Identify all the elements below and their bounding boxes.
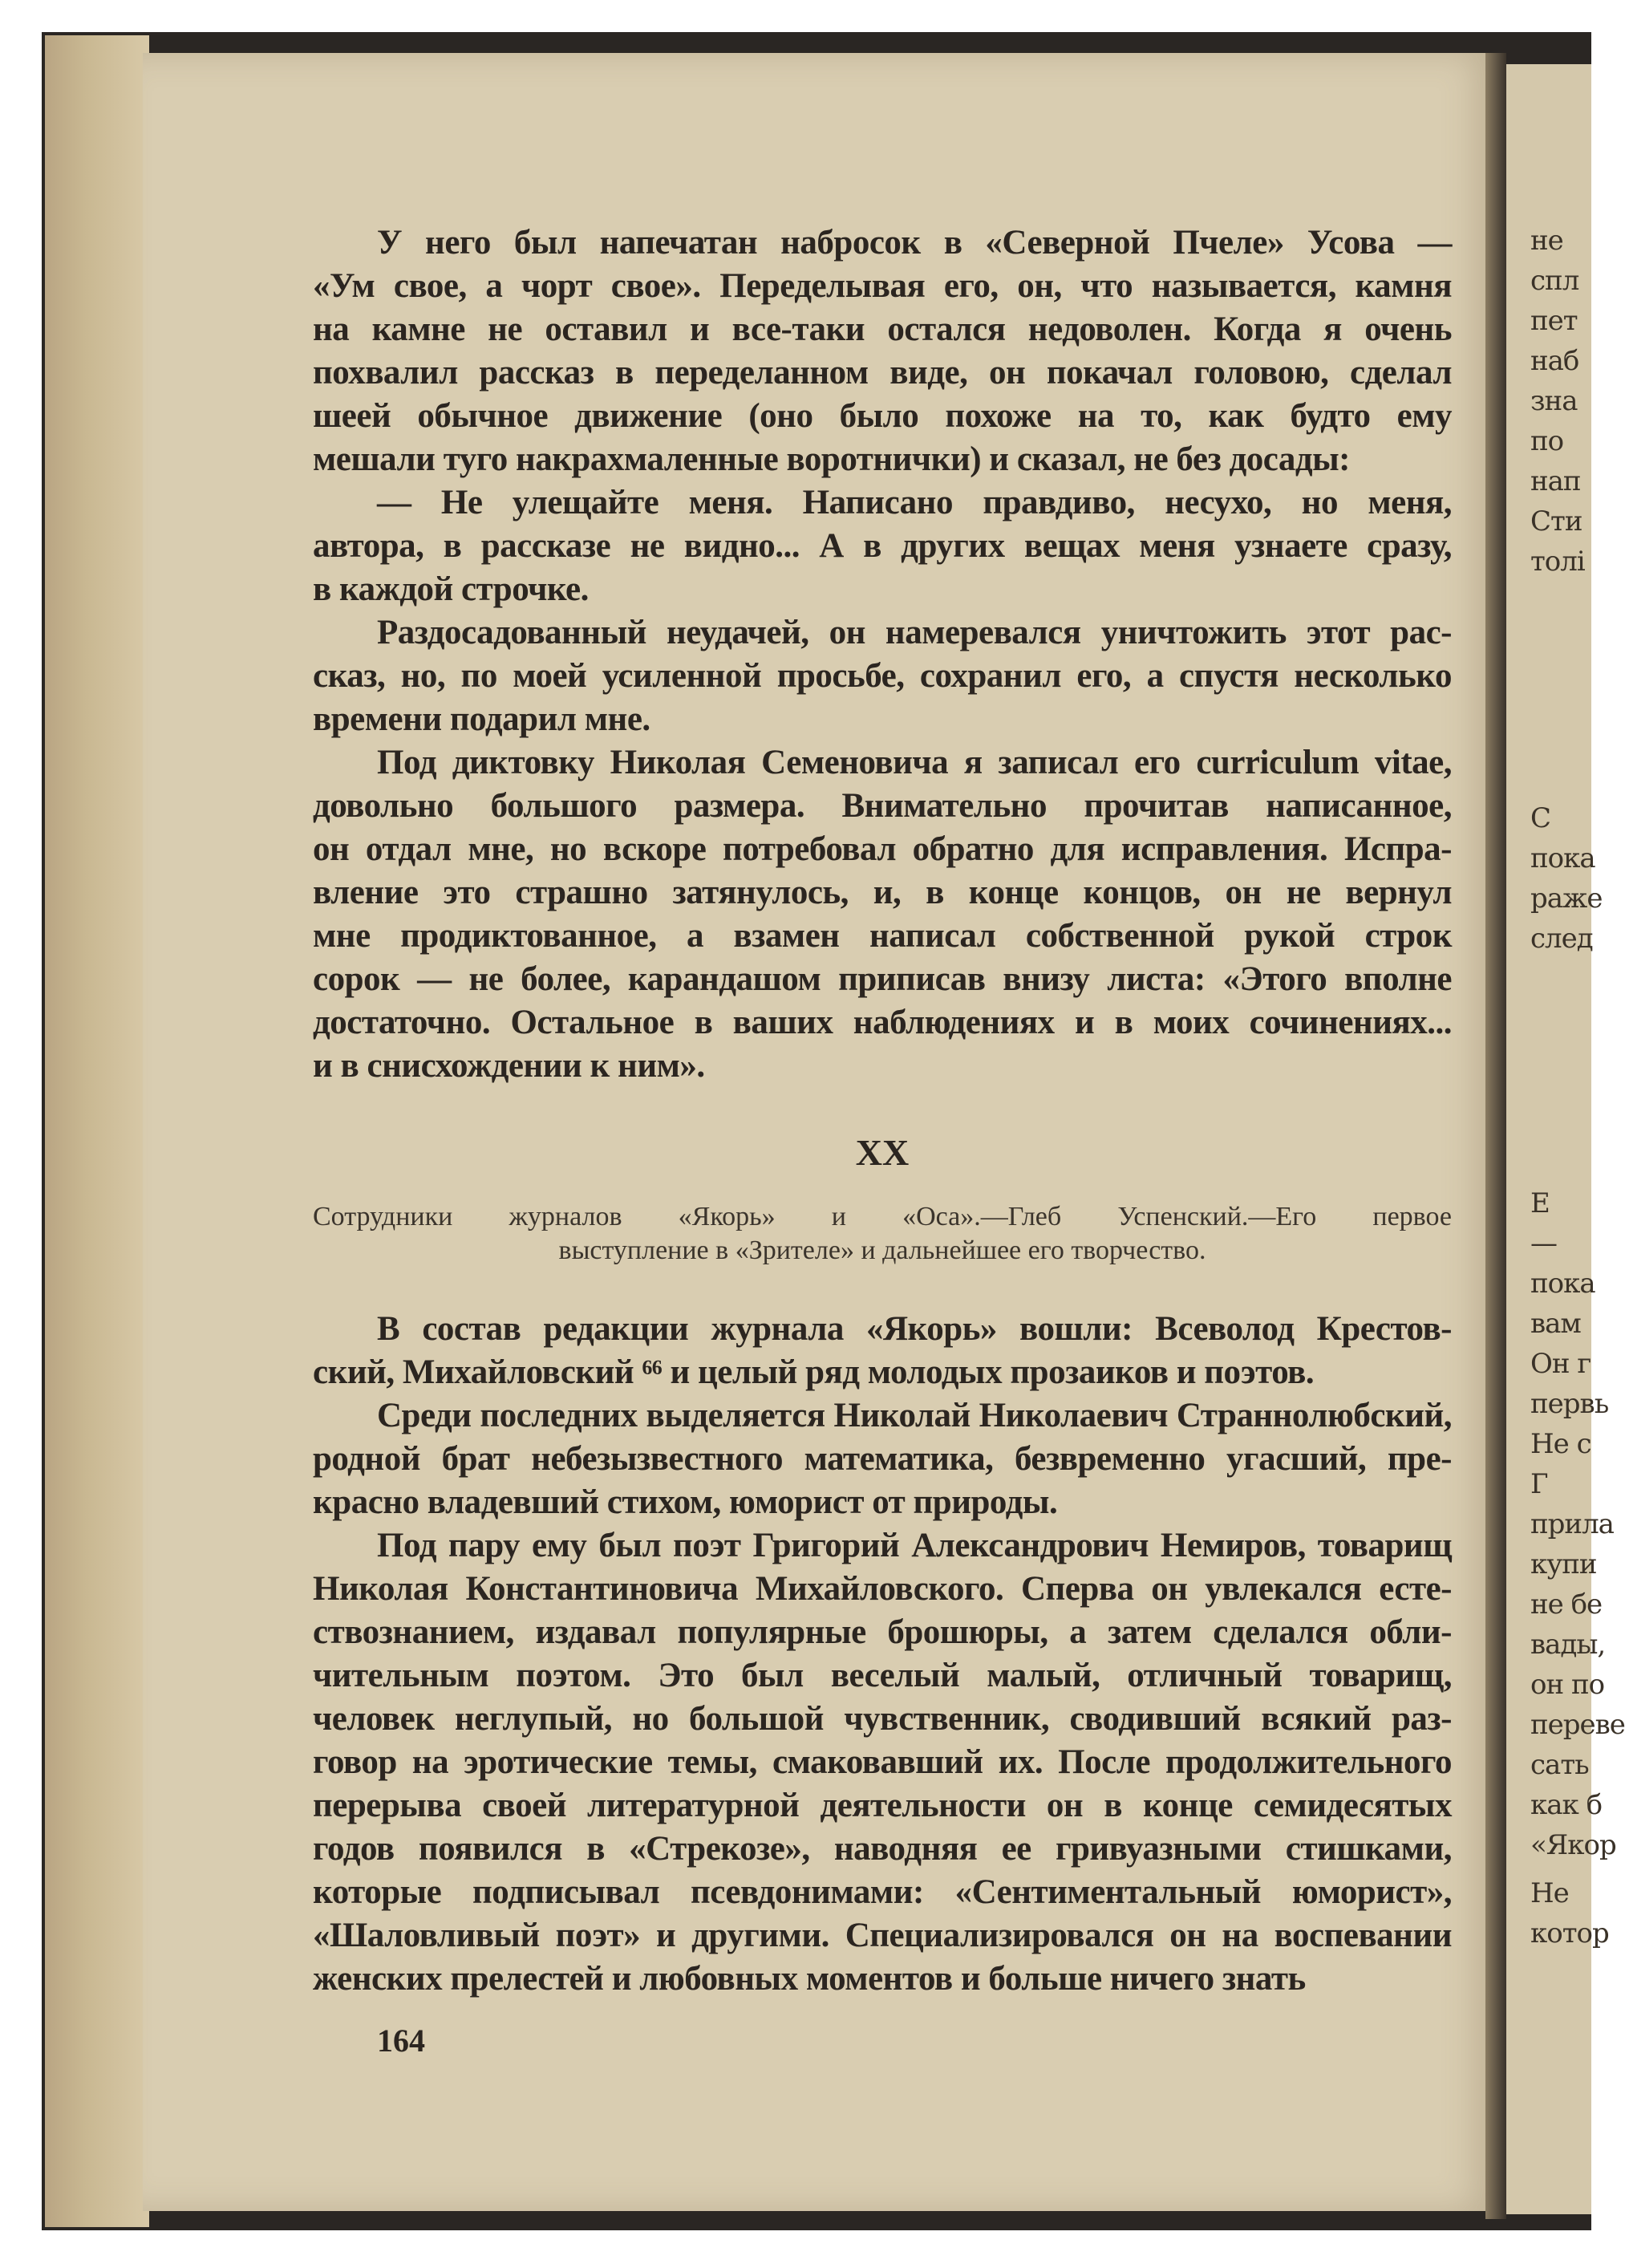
right-page-fragment: след xyxy=(1530,923,1593,955)
text-line: В состав редакции журнала «Якорь» вошли: Всеволод Крестов- xyxy=(377,1310,1452,1348)
right-page-fragment: Сти xyxy=(1530,505,1582,538)
text-line: «Шаловливый поэт» и другими. Специализировался он на воспевании xyxy=(313,1917,1452,1954)
text-line: сказ, но, по моей усиленной просьбе, сохранил его, а спустя несколько xyxy=(313,657,1452,695)
text-line: мне продиктованное, а взамен написал собственной рукой строк xyxy=(313,917,1452,955)
text-line: вление это страшно затянулось, и, в конце концов, он не вернул xyxy=(313,874,1452,911)
right-page-fragment: спл xyxy=(1530,265,1579,297)
main-text-bottom xyxy=(313,1308,1452,2001)
text-line: родной брат небезызвестного математика, безвременно угасший, пре- xyxy=(313,1440,1452,1478)
summary-line: Сотрудники журналов «Якорь» и «Оса».—Глеб Успенский.—Его первое xyxy=(313,1202,1452,1231)
text-line: чительным поэтом. Это был веселый малый, отличный товарищ, xyxy=(313,1657,1452,1694)
text-line: мешали туго накрахмаленные воротнички) и сказал, не без досады: xyxy=(313,440,1350,478)
text-line: которые подписывал псевдонимами: «Сентиментальный юморист», xyxy=(313,1873,1452,1911)
text-line: автора, в рассказе не видно... А в других вещах меня узнаете сразу, xyxy=(313,527,1452,565)
text-line: У него был напечатан набросок в «Северной Пчеле» Усова — xyxy=(377,224,1452,262)
right-page-fragment: пока xyxy=(1530,842,1595,874)
book-page-edges xyxy=(45,35,149,2227)
right-page-fragment: купи xyxy=(1530,1548,1597,1580)
text-line: он отдал мне, но вскоре потребовал обратно для исправления. Испра- xyxy=(313,830,1452,868)
chapter-number: XX xyxy=(855,1132,910,1173)
text-line: Николая Константиновича Михайловского. Сперва он увлекался есте- xyxy=(313,1570,1452,1608)
right-page-fragment: не xyxy=(1530,225,1563,257)
chapter-summary xyxy=(313,1200,1452,1268)
right-page-fragment: вам xyxy=(1530,1308,1581,1340)
right-page-fragment: нап xyxy=(1530,465,1581,497)
text-line: Под диктовку Николая Семеновича я записал его curriculum vitae, xyxy=(377,744,1452,781)
text-line: человек неглупый, но большой чувственник, сводивший всякий раз- xyxy=(313,1700,1452,1738)
right-page-fragment: Не xyxy=(1530,1877,1569,1909)
text-line: сорок — не более, карандашом приписав внизу листа: «Этого вполне xyxy=(313,960,1452,998)
right-page-fragment: пет xyxy=(1530,305,1578,337)
text-line: Раздосадованный неудачей, он намеревался уничтожить этот рас- xyxy=(377,614,1452,651)
text-line: и в снисхождении к ним». xyxy=(313,1047,705,1085)
text-line: на камне не оставил и все-таки остался недоволен. Когда я очень xyxy=(313,310,1452,348)
right-page-fragment: пока xyxy=(1530,1268,1595,1300)
text-line: достаточно. Остальное в ваших наблюдениях и в моих сочинениях... xyxy=(313,1004,1452,1041)
right-page-cropped xyxy=(1506,64,1625,2214)
right-page-fragment: он по xyxy=(1530,1669,1605,1701)
right-page-fragment: прила xyxy=(1530,1508,1614,1540)
text-line: в каждой строчке. xyxy=(313,570,589,608)
right-page-fragment: котор xyxy=(1530,1917,1609,1950)
book-gutter xyxy=(1485,53,1506,2219)
right-page-fragment: переве xyxy=(1530,1709,1625,1741)
text-line: — Не улещайте меня. Написано правдиво, несухо, но меня, xyxy=(377,484,1452,521)
text-line: женских прелестей и любовных моментов и больше ничего знать xyxy=(313,1960,1306,1998)
main-text-top xyxy=(313,221,1452,1088)
text-line: ствознанием, издавал популярные брошюры, а затем сделался обли- xyxy=(313,1613,1452,1651)
right-page-fragment: Не с xyxy=(1530,1428,1591,1460)
page-number: 164 xyxy=(377,2023,425,2059)
right-page-fragment: вады, xyxy=(1530,1629,1606,1661)
text-line: перерыва своей литературной деятельности он в конце семидесятых xyxy=(313,1787,1452,1824)
right-page-fragment: не бе xyxy=(1530,1588,1603,1621)
right-page-fragment: Е xyxy=(1530,1187,1550,1219)
text-line: «Ум свое, а чорт свое». Переделывая его, он, что называется, камня xyxy=(313,267,1452,305)
right-page-fragment: сать xyxy=(1530,1749,1589,1781)
text-line: времени подарил мне. xyxy=(313,700,650,738)
text-line: Под пару ему был поэт Григорий Александрович Немиров, товарищ xyxy=(377,1527,1452,1564)
right-page-fragment: С xyxy=(1530,802,1551,834)
right-page-fragment: наб xyxy=(1530,345,1579,377)
right-page-fragment: — xyxy=(1530,1227,1557,1260)
text-line: похвалил рассказ в переделанном виде, он покачал головою, сделал xyxy=(313,354,1452,392)
right-page-fragment: по xyxy=(1530,425,1564,457)
text-line: красно владевший стихом, юморист от природы. xyxy=(313,1483,1058,1521)
right-page-fragment: Г xyxy=(1530,1468,1548,1500)
right-page-fragment: как б xyxy=(1530,1789,1603,1821)
text-line: годов появился в «Стрекозе», наводняя ее гривуазными стишками, xyxy=(313,1830,1452,1868)
right-page-fragment: первь xyxy=(1530,1388,1609,1420)
text-line: довольно большого размера. Внимательно прочитав написанное, xyxy=(313,787,1452,825)
right-page-fragment: Он г xyxy=(1530,1348,1591,1380)
right-page-fragment: зна xyxy=(1530,385,1578,417)
right-page-fragment: «Якор xyxy=(1530,1829,1616,1861)
summary-line: выступление в «Зрителе» и дальнейшее его творчество. xyxy=(558,1235,1206,1265)
text-line: Среди последних выделяется Николай Николаевич Страннолюбский, xyxy=(377,1397,1452,1434)
right-page-fragment: толі xyxy=(1530,546,1585,578)
right-page-fragment: раже xyxy=(1530,882,1603,915)
text-line: говор на эротические темы, смаковавший их. После продолжительного xyxy=(313,1743,1452,1781)
text-line: ский, Михайловский ⁶⁶ и целый ряд молодых прозаиков и поэтов. xyxy=(313,1353,1315,1391)
text-line: шеей обычное движение (оно было похоже на то, как будто ему xyxy=(313,397,1452,435)
